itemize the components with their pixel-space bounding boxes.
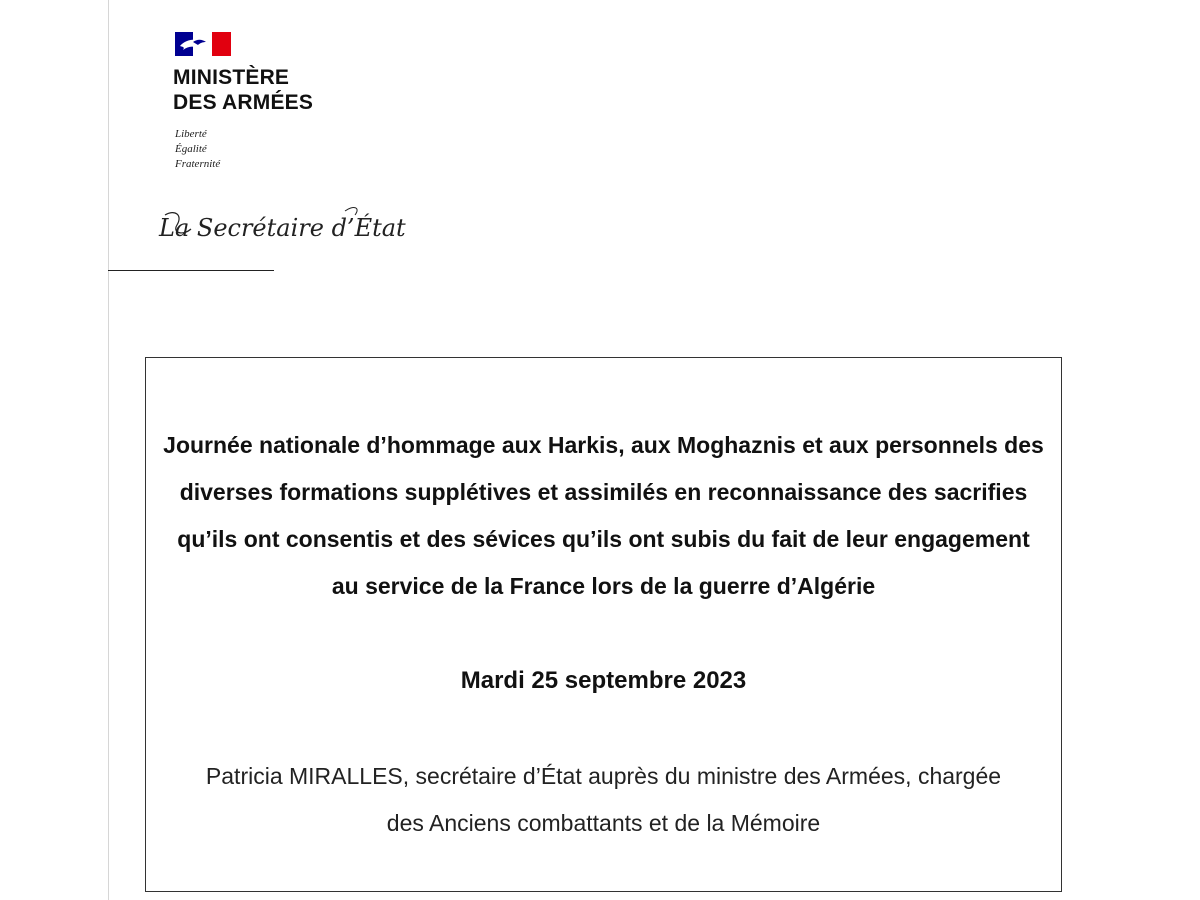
motto-liberte: Liberté bbox=[175, 128, 207, 140]
header-divider bbox=[108, 270, 274, 271]
event-title-line-2: diverses formations supplétives et assimilés en reconnaissance des sacrifies bbox=[179, 479, 1028, 505]
event-title bbox=[146, 422, 1061, 610]
signature-title bbox=[157, 203, 406, 249]
page-edge bbox=[108, 0, 109, 900]
speaker-info bbox=[146, 753, 1061, 847]
event-title-line-3: qu’ils ont consentis et des sévices qu’ils ont subis du fait de leur engagement bbox=[177, 526, 1030, 552]
speaker-line-2: des Anciens combattants et de la Mémoire bbox=[386, 810, 821, 836]
motto bbox=[175, 127, 220, 172]
ministry-line-2: DES ARMÉES bbox=[173, 91, 314, 114]
event-title-line-4: au service de la France lors de la guerre d’Algérie bbox=[331, 573, 876, 599]
event-date: Mardi 25 septembre 2023 bbox=[460, 667, 747, 694]
speaker-line-1: Patricia MIRALLES, secrétaire d’État auprès du ministre des Armées, chargée bbox=[205, 763, 1002, 789]
announcement-box bbox=[145, 357, 1062, 892]
marianne-icon bbox=[175, 32, 231, 56]
ministry-name bbox=[173, 65, 313, 115]
signature-title-text: La Secrétaire d’État bbox=[159, 214, 406, 242]
motto-egalite: Égalité bbox=[175, 143, 207, 155]
ministry-line-1: MINISTÈRE bbox=[173, 66, 290, 89]
motto-fraternite: Fraternité bbox=[175, 158, 221, 170]
event-title-line-1: Journée nationale d’hommage aux Harkis, aux Moghaznis et aux personnels des bbox=[163, 432, 1044, 458]
